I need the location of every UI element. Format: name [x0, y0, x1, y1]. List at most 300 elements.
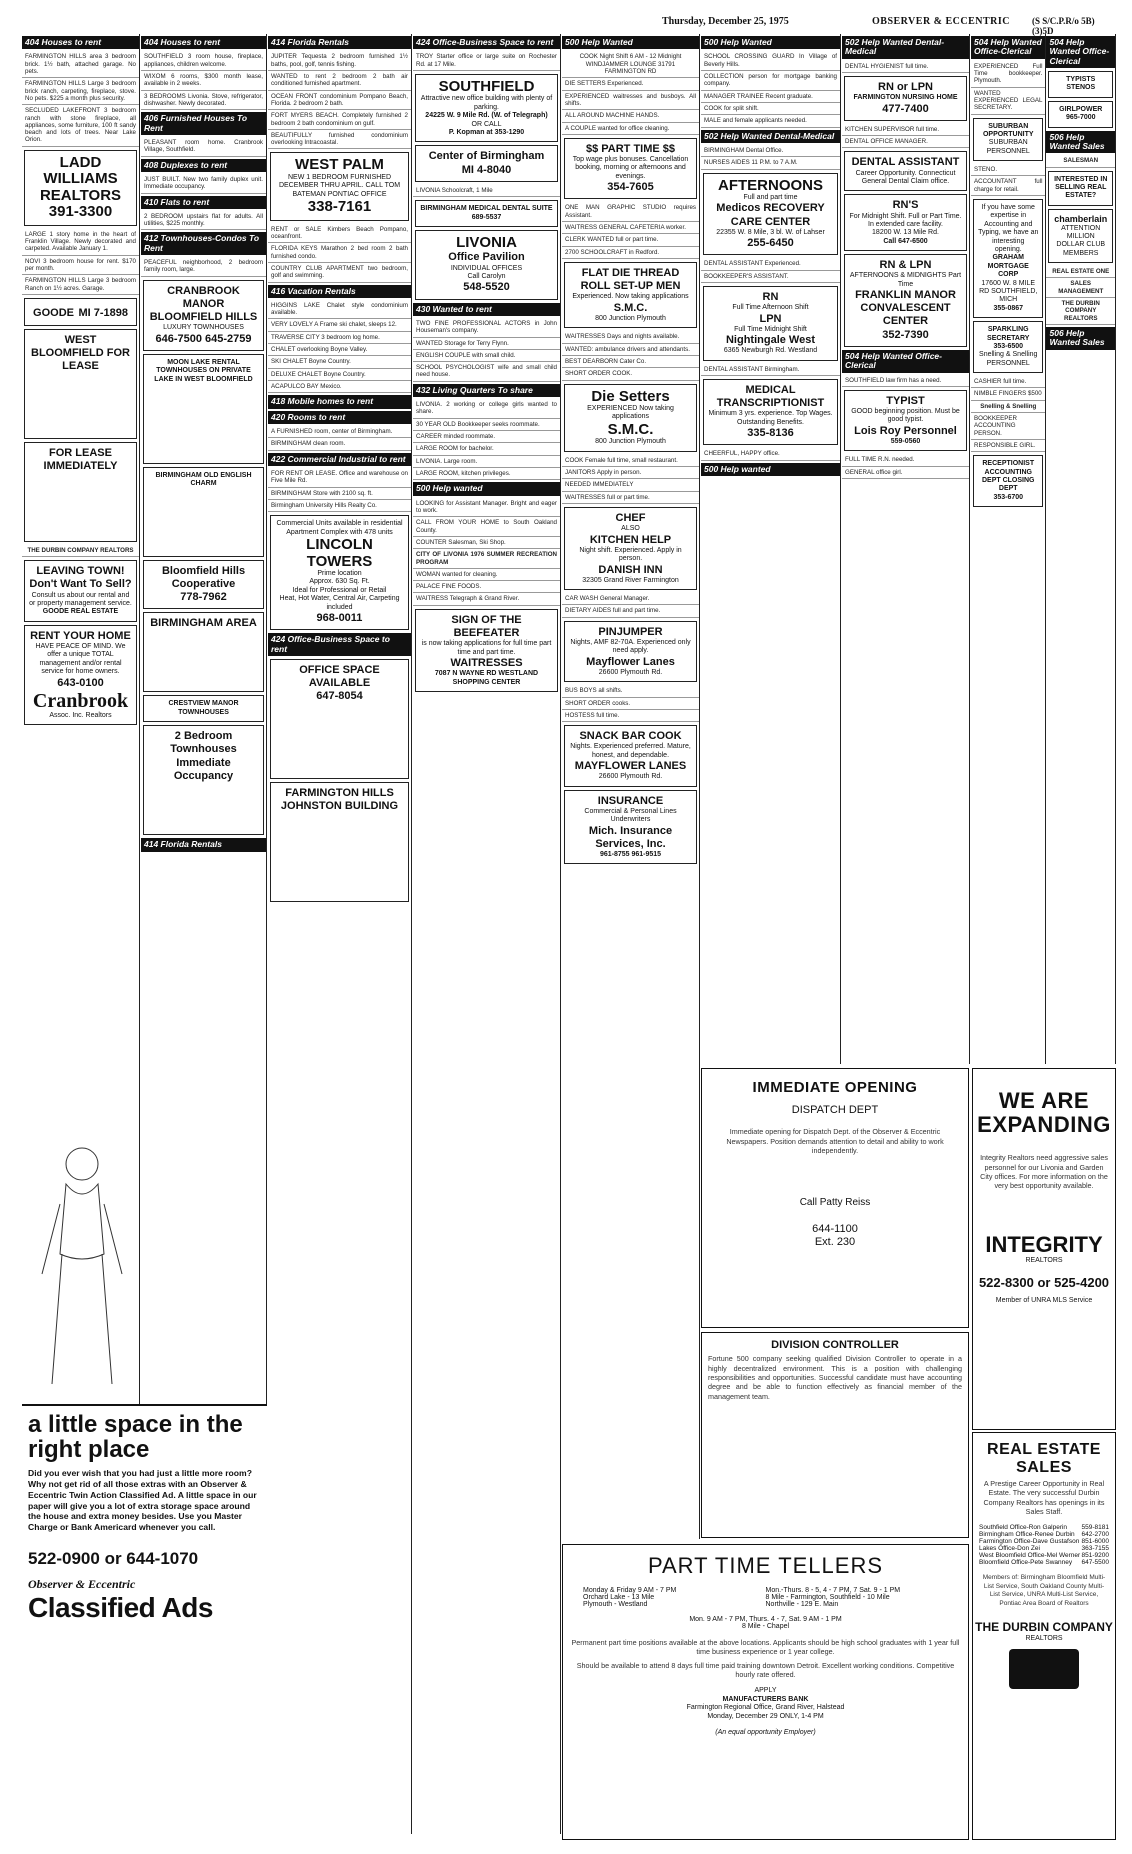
section-header: 414 Florida Rentals	[141, 838, 266, 851]
classified-ad: 2 BEDROOM upstairs flat for adults. All utilities, $225 monthly.	[141, 211, 266, 231]
classified-ad: FARMINGTON HILLS Large 3 bedroom Ranch on 1½ acres. Garage.	[22, 275, 139, 295]
graham-address: 17600 W. 8 MILE RD SOUTHFIELD, MICH	[979, 279, 1038, 304]
west-palm-ad	[270, 152, 409, 220]
classified-ad: DIETARY AIDES full and part time.	[562, 605, 699, 617]
birmingham-charm-title: BIRMINGHAM OLD ENGLISH CHARM	[155, 471, 252, 488]
franklin-name: FRANKLIN MANOR CONVALESCENT CENTER	[855, 289, 956, 328]
division-controller-ad	[701, 1332, 969, 1538]
classified-ad: FLORIDA KEYS Marathon 2 bed room 2 bath furnished condo.	[268, 243, 411, 263]
tellers-equal: (An equal opportunity Employer)	[715, 1729, 816, 1736]
promo-headline: a little space in the right place	[28, 1411, 243, 1464]
classified-ad: 2700 SCHOOLCRAFT in Redford.	[562, 247, 699, 259]
sketch-illustration	[32, 1134, 132, 1394]
office-space-phone: 647-8054	[316, 690, 363, 703]
cranbrook-name: Cranbrook	[32, 689, 129, 712]
section-header: 420 Rooms to rent	[268, 411, 411, 424]
insurance-name: Mich. Insurance Services, Inc.	[588, 824, 673, 850]
interested-title: INTERESTED IN SELLING REAL ESTATE?	[1054, 175, 1108, 200]
classified-ad: SALES MANAGEMENT	[1046, 278, 1115, 298]
classified-ad: SHORT ORDER COOK.	[562, 368, 699, 380]
office-phone: 851-6000	[1081, 1538, 1109, 1546]
cranbrook-manor-ad	[143, 280, 264, 351]
classified-ad: WOMAN wanted for cleaning.	[413, 569, 560, 581]
receptionist-ad	[973, 455, 1043, 507]
lease-ad	[24, 329, 137, 439]
tellers-location: Farmington Regional Office, Grand River, Halstead	[686, 1704, 845, 1712]
classified-ad: NEEDED IMMEDIATELY	[562, 479, 699, 491]
farmington-nursing: FARMINGTON NURSING HOME	[853, 94, 958, 102]
nightingale-name: Nightingale West	[725, 334, 816, 347]
townhouses-title: 2 Bedroom Townhouses Immediate Occupancy	[170, 730, 237, 782]
column-2	[141, 34, 267, 1404]
snack-bar-name: MAYFLOWER LANES	[574, 760, 687, 773]
typist-text: GOOD beginning position. Must be good typist.	[851, 408, 960, 424]
graham-mortgage-ad	[973, 199, 1043, 318]
newspaper-page	[22, 14, 1116, 1844]
coop-phone: 778-7962	[180, 591, 227, 604]
livonia-text: INDIVIDUAL OFFICES	[450, 264, 523, 272]
classified-ad: WANTED to rent 2 bedroom 2 bath air conditioned furnished apartment.	[268, 71, 411, 91]
chef-name: DANISH INN	[598, 563, 663, 576]
sparkling-name: Snelling & Snelling PERSONNEL	[979, 351, 1038, 367]
chamberlain-title: chamberlain	[1054, 213, 1108, 224]
afternoons-title: AFTERNOONS	[718, 176, 823, 194]
integrity-realtors: REALTORS	[1025, 1257, 1063, 1264]
column-3	[268, 34, 412, 1834]
dental-assistant-ad	[844, 151, 967, 191]
classified-ad: SKI CHALET Boyne Country.	[268, 356, 411, 368]
girlpower-title: GIRLPOWER	[1059, 105, 1103, 113]
division-title: DIVISION CONTROLLER	[771, 1339, 899, 1351]
classified-ad: DENTAL ASSISTANT Birmingham.	[701, 364, 840, 376]
schedule-row: Mon.-Thurs. 8 - 5, 4 - 7 PM, 7 Sat. 9 - 1 PM	[765, 1587, 901, 1594]
section-header: 502 Help Wanted Dental-Medical	[701, 130, 840, 143]
classified-ad: ONE MAN GRAPHIC STUDIO requires Assistant.	[562, 202, 699, 222]
section-header: 404 Houses to rent	[22, 36, 139, 49]
schedule-row: Orchard Lake - 13 Mile	[583, 1594, 655, 1601]
classified-ad: COOK Female full time, small restaurant.	[562, 455, 699, 467]
section-header: 500 Help wanted	[701, 463, 840, 476]
classified-ad: LARGE ROOM for bachelor.	[413, 443, 560, 455]
medical-suite-phone: 689-5537	[471, 213, 502, 221]
classified-ad: EXPERIENCED waitresses and busboys. All shifts.	[562, 91, 699, 111]
afternoons-ad	[703, 173, 838, 256]
classified-ad: JANITORS Apply in person.	[562, 467, 699, 479]
promo-brand: Observer & Eccentric	[28, 1576, 136, 1591]
townhouses-ad	[143, 725, 264, 835]
girlpower-phone: 965-7000	[1065, 114, 1096, 122]
division-text: Fortune 500 company seeking qualified Division Controller to operate in a highly decentralized environment. This is a position with challenging responsibilities and opportunities. Successful candidate must have accounting degree and be able to function effectively as financial member of the management team.	[708, 1354, 962, 1401]
classified-ad: BOOKKEEPER ACCOUNTING PERSON.	[971, 413, 1045, 440]
promo-classified: Classified Ads	[28, 1591, 213, 1623]
tellers-text-2: Should be available to attend 8 days full time paid training downtown Detroit. Excellent working conditions. Competitive hourly rate offered.	[576, 1660, 955, 1680]
rns-title: RN'S	[892, 199, 919, 212]
leaving-text: Consult us about our rental and or property management service.	[29, 591, 132, 608]
integrity-member: Member of UNRA MLS Service	[995, 1296, 1093, 1304]
die-setters-company: S.M.C.	[607, 420, 654, 438]
classified-ad: BIRMINGHAM Dental Office.	[701, 145, 840, 157]
die-setters-sub: EXPERIENCED Now taking applications	[587, 405, 674, 421]
classified-ad: EXPERIENCED Full Time bookkeeper. Plymouth.	[971, 61, 1045, 88]
flat-die-text: Experienced. Now taking applications	[572, 293, 689, 301]
office-space-title: OFFICE SPACE AVAILABLE	[299, 663, 380, 690]
lincoln-title: LINCOLN TOWERS	[306, 536, 373, 570]
office-list	[973, 1518, 1115, 1572]
west-palm-phone: 338-7161	[307, 198, 372, 216]
classified-ad: SOUTHFIELD law firm has a need.	[842, 375, 969, 387]
section-header: 504 Help Wanted Office-Clerical	[842, 350, 969, 373]
flat-die-company: S.M.C.	[613, 301, 648, 314]
classified-ad: 30 YEAR OLD Bookkeeper seeks roommate.	[413, 419, 560, 431]
classified-ad: BEST DEARBORN Cater Co.	[562, 356, 699, 368]
classified-ad: WAITRESSES full or part time.	[562, 492, 699, 504]
beefeater-title: SIGN OF THE BEEFEATER	[451, 613, 522, 639]
west-palm-sub: NEW 1 BEDROOM FURNISHED DECEMBER THRU APRIL. CALL TOM BATEMAN PONTIAC OFFICE	[278, 173, 401, 198]
snack-bar-ad	[564, 725, 697, 787]
classified-ad: COOK Night Shift 6 AM - 12 Midnight WINDJAMMER LOUNGE 31791 FARMINGTON RD	[562, 51, 699, 78]
office-phone: 642-2700	[1081, 1531, 1109, 1539]
paper-name: OBSERVER & ECCENTRIC	[872, 16, 1011, 27]
classified-ad: CAREER minded roommate.	[413, 431, 560, 443]
girlpower-ad	[1048, 101, 1113, 128]
southfield-call: OR CALL	[471, 120, 502, 128]
classified-ad: THE DURBIN COMPANY REALTORS	[1046, 298, 1115, 325]
suburban-title: SUBURBAN OPPORTUNITY	[982, 122, 1034, 138]
lincoln-phone: 968-0011	[316, 612, 363, 624]
flat-die-address: 800 Junction Plymouth	[595, 314, 666, 322]
rn-lpn-ad	[703, 286, 838, 361]
chef-shift: Night shift. Experienced. Apply in person.	[579, 546, 682, 563]
classified-ad: JUST BUILT. New two family duplex unit. Immediate occupancy.	[141, 174, 266, 194]
insurance-title: INSURANCE	[597, 794, 664, 807]
office-name: Birmingham Office-Renee Durbin	[979, 1531, 1075, 1539]
interested-ad	[1048, 171, 1113, 206]
tellers-text: Permanent part time positions available at the above locations. Applicants should be high school graduates with 1 year full time business experience or 1 year college.	[571, 1638, 960, 1657]
immediate-phone: 644-1100	[812, 1223, 858, 1236]
classified-ad: CITY OF LIVONIA 1976 SUMMER RECREATION PROGRAM	[413, 549, 560, 569]
cranbrook-manor-phone: 646-7500 645-2759	[155, 332, 252, 345]
classified-ad: COLLECTION person for mortgage banking company.	[701, 71, 840, 91]
classified-ad: DELUXE CHALET Boyne Country.	[268, 369, 411, 381]
birmingham-area-title: BIRMINGHAM AREA	[150, 617, 257, 630]
rn-lpn-title: RN or LPN	[878, 81, 933, 93]
typists-title: TYPISTS STENOS	[1066, 76, 1096, 92]
promo-body: Did you ever wish that you had just a little more room? Why not get rid of all those extras with an Observer & Eccentric Twin Action Classified Ad. A little space in our paper will give you a lot of extra storage space around the house and extra money besides. Use you Master Charge or Bank Americard whenever you call.	[28, 1468, 257, 1533]
classified-ad: HIGGINS LAKE Chalet style condominium available.	[268, 300, 411, 320]
column-8a	[971, 34, 1046, 1064]
rent-text: HAVE PEACE OF MIND. We offer a unique TOTAL management and/or rental service for home owners.	[35, 643, 126, 676]
expanding-title: WE ARE EXPANDING	[977, 1088, 1111, 1138]
classified-ad: DENTAL ASSISTANT Experienced.	[701, 258, 840, 270]
graham-phone: 355-0867	[993, 304, 1024, 312]
classified-ad: GENERAL office girl.	[842, 467, 969, 479]
section-header: 408 Duplexes to rent	[141, 159, 266, 172]
beefeater-sub: is now taking applications for full time part time and part time.	[421, 640, 552, 656]
schedule-row: Monday & Friday 9 AM - 7 PM	[583, 1587, 677, 1594]
durbin-real-estate-ad	[972, 1432, 1116, 1840]
classified-ad: KITCHEN SUPERVISOR full time.	[842, 124, 969, 136]
ladd-name: LADD WILLIAMS REALTORS	[39, 153, 122, 204]
section-header: 412 Townhouses-Condos To Rent	[141, 232, 266, 255]
beefeater-address: 7087 N WAYNE RD WESTLAND SHOPPING CENTER	[434, 670, 539, 686]
office-row	[979, 1538, 1109, 1545]
chamberlain-sub: ATTENTION MILLION DOLLAR CLUB MEMBERS	[1056, 224, 1106, 257]
farmington-building-title: FARMINGTON HILLS JOHNSTON BUILDING	[280, 786, 399, 813]
classified-ad: COUNTRY CLUB APARTMENT two bedroom, golf and swimming.	[268, 263, 411, 283]
classified-ad: A COUPLE wanted for office cleaning.	[562, 123, 699, 135]
classified-ad: LIVONIA. Large room.	[413, 456, 560, 468]
schedule-row: 8 Mile - Chapel	[741, 1623, 790, 1630]
office-phone: 363-7155	[1081, 1545, 1109, 1553]
goode-re: GOODE REAL ESTATE	[42, 608, 119, 616]
typist-title: TYPIST	[886, 394, 925, 407]
classified-ad: LIVONIA Schoolcraft, 1 Mile	[413, 185, 560, 197]
chamberlain-ad	[1048, 209, 1113, 263]
classified-ad: WAITRESSES Days and nights available.	[562, 331, 699, 343]
livonia-sub: Office Pavilion	[448, 251, 525, 264]
center-phone: MI 4-8040	[461, 163, 512, 176]
cranbrook-sub: Assoc. Inc. Realtors	[49, 711, 112, 719]
rent-title: RENT YOUR HOME	[30, 629, 131, 642]
pinjumper-title: PINJUMPER	[598, 625, 663, 638]
rns-ad	[844, 194, 967, 251]
schedule-row: Mon. 9 AM - 7 PM, Thurs. 4 - 7, Sat. 9 AM - 1 PM	[689, 1616, 842, 1623]
beefeater-waitress: WAITRESSES	[450, 656, 523, 669]
section-header: 506 Help Wanted Sales	[1046, 327, 1115, 350]
section-header: 404 Houses to rent	[141, 36, 266, 49]
classified-ad: 3 BEDROOMS Livonia. Stove, refrigerator, dishwasher. Newly decorated.	[141, 91, 266, 111]
afternoons-name: Medicos RECOVERY CARE CENTER	[716, 202, 825, 228]
crestview-title: CRESTVIEW MANOR TOWNHOUSES	[168, 700, 239, 716]
southfield-title: SOUTHFIELD	[438, 77, 535, 95]
insurance-ad	[564, 790, 697, 865]
snack-bar-address: 26600 Plymouth Rd.	[598, 773, 663, 781]
lease-ad-2	[24, 442, 137, 542]
office-row	[979, 1531, 1109, 1538]
west-palm-title: WEST PALM	[295, 156, 384, 174]
classified-ad: TROY Starter office or large suite on Rochester Rd. at 17 Mile.	[413, 51, 560, 71]
snack-bar-text: Nights. Experienced preferred. Mature, honest, and dependable.	[570, 743, 691, 759]
classified-ad: LARGE ROOM, kitchen privileges.	[413, 468, 560, 480]
lease-title-2: FOR LEASE IMMEDIATELY	[43, 446, 118, 473]
classified-ad: DIE SETTERS Experienced.	[562, 78, 699, 90]
rn-title: RN	[762, 290, 779, 303]
flat-die-ad	[564, 262, 697, 328]
franklin-text: AFTERNOONS & MIDNIGHTS Part Time	[849, 272, 962, 288]
office-row	[979, 1524, 1109, 1531]
classified-ad: DENTAL HYGIENIST full time.	[842, 61, 969, 73]
section-header: 506 Help Wanted Sales	[1046, 131, 1115, 154]
tellers-date: Monday, December 29 ONLY, 1-4 PM	[707, 1712, 824, 1720]
center-title: Center of Birmingham	[428, 150, 545, 163]
franklin-phone: 352-7390	[882, 328, 929, 341]
classified-ad: BIRMINGHAM Store with 2100 sq. ft.	[268, 488, 411, 500]
die-setters-title: Die Setters	[591, 387, 670, 405]
receptionist-title: RECEPTIONIST ACCOUNTING DEPT CLOSING DEPT	[981, 460, 1035, 493]
classified-ad: PLEASANT room home. Cranbrook Village, Southfield.	[141, 137, 266, 157]
classified-ad: COUNTER Salesman, Ski Shop.	[413, 537, 560, 549]
section-header: 504 Help Wanted Office-Clerical	[1046, 36, 1115, 68]
rns-address: 18200 W. 13 Mile Rd.	[872, 229, 939, 237]
medical-title: MEDICAL TRANSCRIPTIONIST	[716, 384, 825, 410]
tellers-schedule	[563, 1579, 968, 1616]
classified-ad: SECLUDED LAKEFRONT 3 bedroom ranch with stone fireplace, all appliances, some furniture, 100 ft sandy beach and lots of trees. Near Lake Orion.	[22, 105, 139, 147]
durbin-rentals: THE DURBIN COMPANY REALTORS	[22, 545, 139, 557]
pinjumper-address: 26600 Plymouth Rd.	[598, 668, 663, 676]
crestview-ad	[143, 695, 264, 722]
lease-title: WEST BLOOMFIELD FOR LEASE	[31, 333, 130, 373]
classified-ad: WANTED: ambulance drivers and attendants.	[562, 344, 699, 356]
classified-ad: FULL TIME R.N. needed.	[842, 454, 969, 466]
classified-ad: CAR WASH General Manager.	[562, 593, 699, 605]
medical-text: Minimum 3 yrs. experience. Top Wages. Outstanding Benefits.	[708, 410, 833, 426]
medical-transcriptionist-ad	[703, 379, 838, 445]
commercial-text: Commercial Units available in residential Apartment Complex with 478 units	[276, 520, 403, 536]
classified-ad: FORT MYERS BEACH. Completely furnished 2 bedroom 2 bath condominium on gulf.	[268, 110, 411, 130]
office-phone: 559-8181	[1081, 1524, 1109, 1532]
classified-ad: PALACE FINE FOODS.	[413, 581, 560, 593]
tellers-apply: APPLY	[754, 1687, 777, 1695]
office-phone: 647-5500	[1081, 1559, 1109, 1567]
medical-phone: 335-8136	[747, 427, 794, 440]
section-header: 502 Help Wanted Dental-Medical	[842, 36, 969, 59]
classified-ad: TWO FINE PROFESSIONAL ACTORS in John Houseman's company.	[413, 318, 560, 338]
livonia-call: Call Carolyn	[467, 272, 506, 280]
chef-address: 32305 Grand River Farmington	[582, 576, 679, 584]
chef-ad	[564, 507, 697, 590]
classified-ad: CHEERFUL, HAPPY office.	[701, 448, 840, 460]
farmington-building-ad	[270, 782, 409, 902]
office-space-ad	[270, 659, 409, 779]
classified-ad: LOOKING for Assistant Manager. Bright and eager to work.	[413, 498, 560, 518]
pinjumper-text: Nights, AMF 82-70A. Experienced only need apply.	[570, 638, 691, 655]
classified-ad: ALL AROUND MACHINE HANDS.	[562, 110, 699, 122]
section-header: 424 Office-Business Space to rent	[413, 36, 560, 49]
section-header: 414 Florida Rentals	[268, 36, 411, 49]
classified-ad: CASHIER full time.	[971, 376, 1045, 388]
classified-ad: SHORT ORDER cooks.	[562, 698, 699, 710]
masthead	[22, 14, 1116, 36]
graham-text: If you have some expertise in Accounting and Typing, we have an interesting opening.	[978, 204, 1039, 254]
classified-ad: WANTED EXPERIENCED LEGAL SECRETARY.	[971, 88, 1045, 115]
classified-ad: RENT or SALE Kimbers Beach Pompano, oceanfront.	[268, 224, 411, 244]
part-time-phone: 354-7605	[607, 181, 654, 194]
column-7	[842, 34, 970, 1064]
classified-ad: CLERK WANTED full or part time.	[562, 234, 699, 246]
schedule-row: 8 Mile - Farmington, Southfield - 10 Mile	[765, 1594, 890, 1601]
die-setters-ad	[564, 384, 697, 452]
southfield-address: 24225 W. 9 Mile Rd. (W. of Telegraph)	[425, 112, 548, 120]
sparkling-secretary-ad	[973, 321, 1043, 373]
typist-ad	[844, 390, 967, 452]
classified-ad: MANAGER TRAINEE Recent graduate.	[701, 91, 840, 103]
classified-ad: BUS BOYS all shifts.	[562, 685, 699, 697]
classified-ad: BIRMINGHAM clean room.	[268, 438, 411, 450]
birmingham-area-ad	[143, 612, 264, 692]
afternoons-address: 22355 W. 8 Mile, 3 bl. W. of Lahser	[716, 228, 825, 236]
lincoln-item: Heat, Hot Water, Central Air, Carpeting included	[279, 595, 400, 611]
coop-title: Bloomfield Hills Cooperative	[161, 564, 246, 591]
birmingham-charm-ad	[143, 467, 264, 557]
office-name: Lakes Office-Don Zei	[979, 1545, 1040, 1553]
section-header: 424 Office-Business Space to rent	[268, 633, 411, 656]
moon-lake-title: MOON LAKE RENTAL TOWNHOUSES ON PRIVATE LAKE IN WEST BLOOMFIELD	[154, 358, 253, 383]
office-row	[979, 1545, 1109, 1552]
classified-promo	[22, 1404, 267, 1840]
classified-ad: SALESMAN	[1046, 155, 1115, 167]
office-row	[979, 1552, 1109, 1559]
promo-phones: 522-0900 or 644-1070	[28, 1548, 199, 1568]
immediate-text: Immediate opening for Dispatch Dept. of the Observer & Eccentric Newspapers. Position demands attention to detail and ability to work independently.	[726, 1127, 944, 1155]
section-header: 410 Flats to rent	[141, 196, 266, 209]
goode-phone: MI 7-1898	[78, 306, 128, 319]
pinjumper-name: Mayflower Lanes	[586, 655, 675, 668]
franklin-title: RN & LPN	[879, 259, 932, 272]
classified-ad: CHALET overlooking Boyne Valley.	[268, 344, 411, 356]
classified-ad: FARMINGTON HILLS area 3 bedroom brick. 1½ bath, attached garage. No pets.	[22, 51, 139, 78]
lois-roy-phone: 559-0560	[890, 437, 921, 445]
classified-ad: LIVONIA. 2 working or college girls wanted to share.	[413, 399, 560, 419]
livonia-phone: 548-5520	[463, 281, 510, 294]
section-header: 418 Mobile homes to rent	[268, 395, 411, 408]
dental-text: Career Opportunity. Connecticut General Dental Claim office.	[855, 169, 956, 185]
classified-ad: SCHOOL CROSSING GUARD In Village of Beverly Hills.	[701, 51, 840, 71]
office-name: Bloomfield Office-Pete Swanney	[979, 1559, 1073, 1567]
realestate-text: A Prestige Career Opportunity in Real Estate. The very successful Durbin Company Realtors has openings in its Sales Staff.	[983, 1479, 1105, 1517]
classified-ad: MALE and female applicants needed.	[701, 115, 840, 127]
classified-ad: DENTAL OFFICE MANAGER.	[842, 136, 969, 148]
edition-code: (S S/C.P.R/o 5B)(3)5D	[1032, 16, 1095, 36]
tellers-title: PART TIME TELLERS	[647, 1553, 884, 1578]
column-4	[413, 34, 561, 1834]
livonia-title: LIVONIA	[456, 233, 517, 251]
medical-suite-title: BIRMINGHAM MEDICAL DENTAL SUITE	[420, 205, 553, 213]
ladd-williams-ad	[24, 150, 137, 226]
suburban-ad	[973, 118, 1043, 162]
southfield-contact: P. Kopman at 353-1290	[448, 129, 525, 137]
immediate-title: IMMEDIATE OPENING	[752, 1079, 918, 1096]
sparkling-phone: 353-6500	[993, 342, 1024, 350]
classified-ad: Snelling & Snelling	[971, 401, 1045, 413]
integrity-name: INTEGRITY	[985, 1231, 1103, 1257]
classified-ad: BOOKKEEPER'S ASSISTANT.	[701, 271, 840, 283]
classified-ad: STENO.	[971, 164, 1045, 176]
flat-die-title: FLAT DIE THREAD ROLL SET-UP MEN	[580, 266, 681, 293]
livonia-pavilion-ad	[415, 230, 558, 300]
rn-sub: Full Time Afternoon Shift	[732, 304, 809, 312]
classified-ad: WAITRESS Telegraph & Grand River.	[413, 593, 560, 605]
goode-ad	[24, 298, 137, 326]
classified-ad: NIMBLE FINGERS $500	[971, 388, 1045, 400]
afternoons-sub: Full and part time	[743, 194, 798, 201]
lpn-title: LPN	[759, 312, 782, 325]
lincoln-item: Prime location	[317, 570, 362, 578]
classified-ad: RESPONSIBLE GIRL.	[971, 440, 1045, 452]
immediate-sub: DISPATCH DEPT	[791, 1104, 879, 1116]
realestate-members: Members of: Birmingham Bloomfield Multi-List Service, South Oakland County Multi-List Service, UNRA Multi-List Service, Pontiac Area Board of Realtors	[982, 1574, 1106, 1607]
section-header: 500 Help Wanted	[562, 36, 699, 49]
farmington-nursing-phone: 477-7400	[882, 102, 929, 115]
issue-date: Thursday, December 25, 1975	[662, 16, 789, 27]
lincoln-item: Ideal for Professional or Retail	[292, 586, 387, 594]
rent-phone: 643-0100	[57, 676, 104, 689]
section-header: 416 Vacation Rentals	[268, 285, 411, 298]
sparkling-title: SPARKLING SECRETARY	[987, 326, 1030, 342]
classified-ad: CALL FROM YOUR HOME to South Oakland County.	[413, 517, 560, 537]
section-header: 432 Living Quarters To share	[413, 384, 560, 397]
classified-ad: ENGLISH COUPLE with small child.	[413, 350, 560, 362]
classified-ad: TRAVERSE CITY 3 bedroom log home.	[268, 332, 411, 344]
